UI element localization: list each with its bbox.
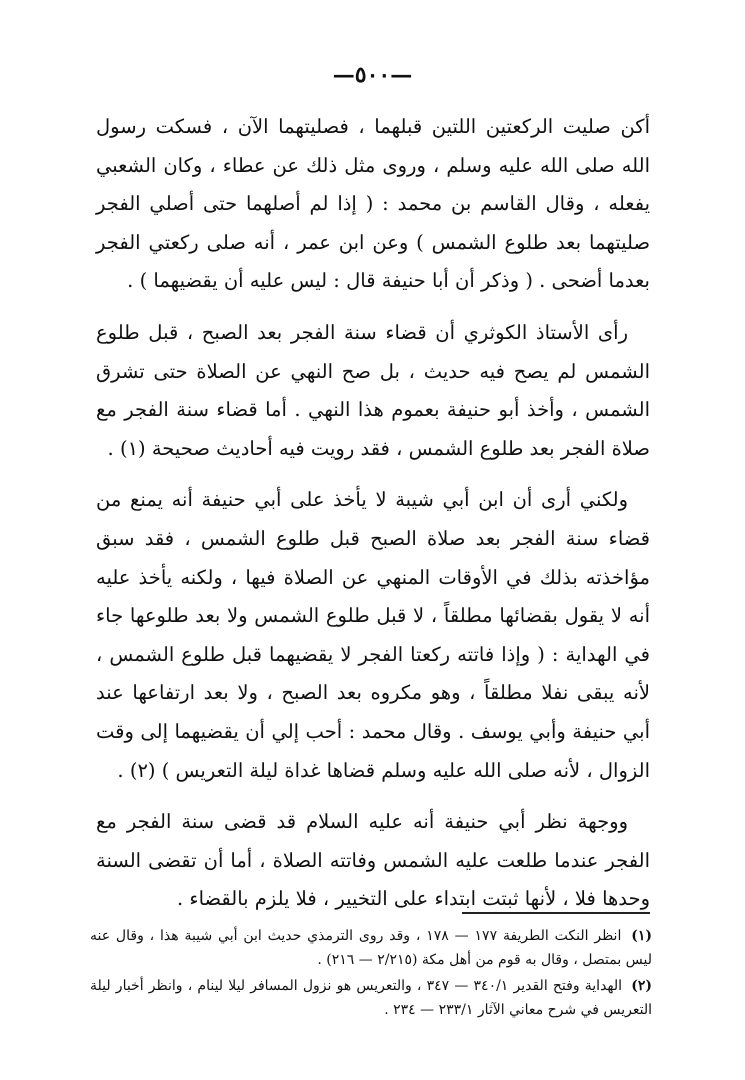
footnote-1-text: انظر النكت الطريفة ١٧٧ — ١٧٨ ، وقد روى الترمذي حديث ابن أبي شيبة هذا ، وقال عنه ليس بمتصل ، وقال به قوم من أهل مكة (٢/٢١٥ — ٢١٦) . <box>90 928 652 968</box>
main-text <box>96 108 650 919</box>
footnotes <box>90 924 652 1022</box>
paragraph-2: رأى الأستاذ الكوثري أن قضاء سنة الفجر بعد الصبح ، قبل طلوع الشمس لم يصح فيه حديث ، بل صح النهي عن الصلاة حتى تشرق الشمس ، وأخذ أبو حنيفة بعموم هذا النهي . أما قضاء سنة الفجر مع صلاة الفجر بعد طلوع الشمس ، فقد رويت فيه أحاديث صحيحة (١) . <box>96 320 650 460</box>
page-number: —٥٠٠— <box>332 62 413 88</box>
footnote-divider <box>462 912 650 914</box>
footnote-2 <box>90 974 652 1022</box>
footnote-1-number: (١) <box>631 928 652 944</box>
paragraph-3: ولكني أرى أن ابن أبي شيبة لا يأخذ على أبي حنيفة أنه يمنع من قضاء سنة الفجر بعد صلاة الصبح قبل طلوع الشمس ، فقد سبق مؤاخذته بذلك في الأوقات المنهي عن الصلاة فيها ، ولكنه يأخذ عليه أنه لا يقول بقضائها مطلقاً ، لا قبل طلوع الشمس ولا بعد طلوعها جاء في الهداية : ( وإذا فاتته ركعتا الفجر لا يقضيهما قبل طلوع الشمس ، لأنه يبقى نفلا مطلقاً ، وهو مكروه بعد الصبح ، ولا بعد ارتفاعها عند أبي حنيفة وأبي يوسف . وقال محمد : أحب إلي أن يقضيهما إلى وقت الزوال ، لأنه صلى الله عليه وسلم قضاها غداة ليلة التعريس ) (٢) . <box>96 488 650 782</box>
footnote-1 <box>90 924 652 972</box>
footnote-2-number: (٢) <box>631 978 652 994</box>
footnote-2-text: الهداية وفتح القدير ٣٤٠/١ — ٣٤٧ ، والتعريس هو نزول المسافر ليلا لينام ، وانظر أخبار ليلة التعريس في شرح معاني الآثار ٢٣٣/١ — ٢٣٤ . <box>90 978 652 1018</box>
paragraph-4: ووجهة نظر أبي حنيفة أنه عليه السلام قد قضى سنة الفجر مع الفجر عندما طلعت عليه الشمس وفاتته الصلاة ، أما أن تقضى السنة وحدها فلا ، لأنها ثبتت ابتداء على التخيير ، فلا يلزم بالقضاء . <box>96 810 650 911</box>
paragraph-1: أكن صليت الركعتين اللتين قبلهما ، فصليتهما الآن ، فسكت رسول الله صلى الله عليه وسلم ، وروى مثل ذلك عن عطاء ، وكان الشعبي يفعله ، وقال القاسم بن محمد : ( إذا لم أصلهما حتى أصلي الفجر صليتهما بعد طلوع الشمس ) وعن ابن عمر ، أنه صلى ركعتي الفجر بعدما أضحى . ( وذكر أن أبا حنيفة قال : ليس عليه أن يقضيهما ) . <box>96 115 650 293</box>
